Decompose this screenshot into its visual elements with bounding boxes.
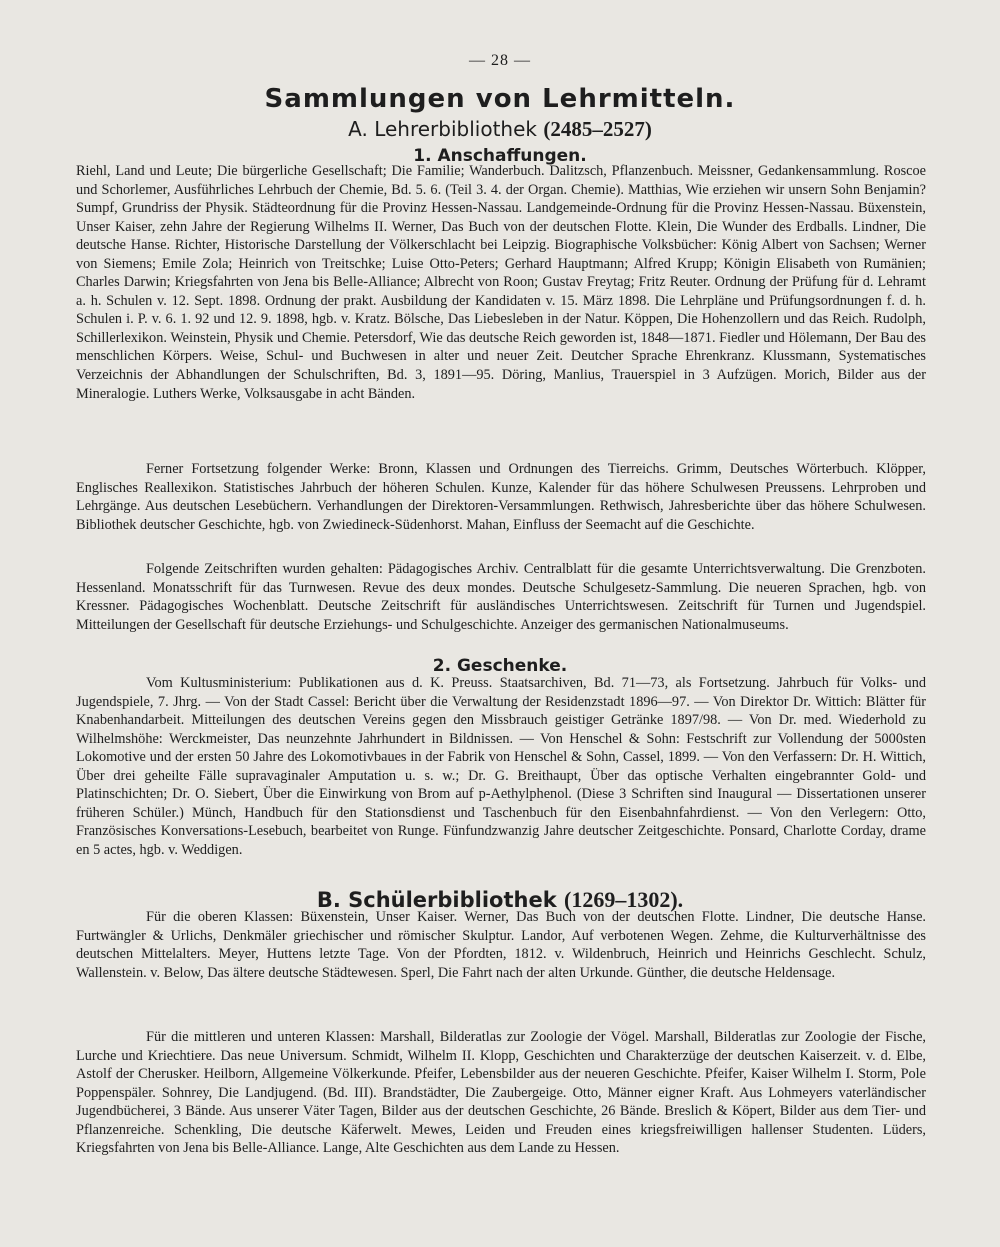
paragraph-lower-classes: Für die mittleren und unteren Klassen: Marshall, Bilderatlas zur Zoologie der Vögel. Marshall, Bilderatlas zur Zoologie der Fische, Lurche und Kriechtiere. Das neue Universum. Schmidt, Wilhelm II. Klopp, Geschichten und Charakterzüge der deutschen Kaiserzeit. v. d. Elbe, Astolf der Cherusker. Heilborn, Allgemeine Völkerkunde. Pfeifer, Lebensbilder aus der neueren Geschichte. Pfeifer, Kaiser Wilhelm I. Storm, Pole Poppenspäler. Sohnrey, Die Landjugend. (Bd. III). Brandstädter, Die Zaubergeige. Otto, Männer eigner Kraft. Aus Lohmeyers vaterländischer Jugendbücherei, 3 Bände. Aus unserer Väter Tagen, Bilder aus der deutschen Geschichte, 26 Bände. Breslich & Köpert, Bilder aus dem Tier- und Pflanzenreiche. Schenkling, Die deutsche Käferwelt. Mewes, Leiden und Freuden eines kriegsfreiwilligen hallenser Studenten. Lüders, Kriegsfahrten von Jena bis Belle-Alliance. Lange, Alte Geschichten aus dem Lande zu Hessen. — [76, 1029, 926, 1157]
section-a-label: A. Lehrerbibliothek — [348, 117, 537, 141]
subsection-1-heading: 1. Anschaffungen. — [413, 146, 587, 166]
paragraph-continuations: Ferner Fortsetzung folgender Werke: Bronn, Klassen und Ordnungen des Tierreichs. Grimm, Deutsches Wörterbuch. Klöpper, Englisches Reallexikon. Statistisches Jahrbuch der höheren Schulen. Kunze, Kalender für das höhere Schulwesen Preussens. Lehrproben und Lehrgänge. Aus deutschen Lesebüchern. Verhandlungen der Direktoren-Versammlungen. Rethwisch, Jahresberichte über das höhere Schulwesen. Bibliothek deutscher Geschichte, hgb. von Zwiedineck-Südenhorst. Mahan, Einfluss der Seemacht auf die Geschichte. — [76, 461, 926, 533]
paragraph-acquisitions: Riehl, Land und Leute; Die bürgerliche Gesellschaft; Die Familie; Wanderbuch. Dalitzsch, Pflanzenbuch. Meissner, Gedankensammlung. Roscoe und Schorlemer, Ausführliches Lehrbuch der Chemie, Bd. 5. 6. (Teil 3. 4. der Organ. Chemie). Matthias, Wie erziehen wir unsern Sohn Benjamin? Sumpf, Grundriss der Physik. Städteordnung für die Provinz Hessen-Nassau. Landgemeinde-Ordnung für die Provinz Hessen-Nassau. Büxenstein, Unser Kaiser, zehn Jahre der Regierung Wilhelms II. Werner, Das Buch von der deutschen Flotte. Klein, Die Wunder des Erdballs. Lindner, Die deutsche Hanse. Richter, Historische Darstellung der Völkerschlacht bei Leipzig. Biographische Volksbücher: König Albert von Sachsen; Werner von Siemens; Emile Zola; Heinrich von Treitschke; Luise Otto-Peters; Gerhard Hauptmann; Alfred Krupp; Königin Elisabeth von Rumänien; Charles Darwin; Kriegsfahrten von Jena bis Belle-Alliance; Albrecht von Roon; Gustav Freytag; Fritz Reuter. Ordnung der Prüfung für d. Lehramt a. h. Schulen v. 12. Sept. 1898. Ordnung der prakt. Ausbildung der Kandidaten v. 15. März 1898. Die Lehrpläne und Prüfungsordnungen f. d. h. Schulen i. P. v. 6. 1. 92 und 12. 9. 1898, hgb. v. Kratz. Bölsche, Das Liebesleben in der Natur. Köppen, Die Hohenzollern und das Reich. Rudolph, Schillerlexikon. Weinstein, Physik und Chemie. Petersdorf, Wie das deutsche Reich geworden ist, 1848—1871. Fiedler und Hölemann, Der Bau des menschlichen Körpers. Weise, Schul- und Buchwesen in alter und neuer Zeit. Deutcher Sprache Ehrenkranz. Klussmann, Systematisches Verzeichnis der Abhandlungen der Schulschriften, Bd. 3, 1891—95. Döring, Manlius, Trauerspiel in 3 Aufzügen. Morich, Bilder aus der Mineralogie. Luthers Werke, Volksausgabe in acht Bänden. — [76, 163, 926, 402]
section-a-range: (2485–2527) — [543, 117, 652, 141]
section-a-heading — [0, 117, 1000, 142]
section-b-range: (1269–1302). — [564, 887, 684, 912]
section-b-label: B. Schülerbibliothek — [316, 888, 557, 912]
page-number: — 28 — — [469, 52, 531, 69]
paragraph-gifts: Vom Kultusministerium: Publikationen aus d. K. Preuss. Staatsarchiven, Bd. 71—73, als Fortsetzung. Jahrbuch für Volks- und Jugendspiele, 7. Jhrg. — Von der Stadt Cassel: Bericht über die Verwaltung der Residenzstadt 1896—97. — Von Direktor Dr. Wittich: Blätter für Knabenhandarbeit. Mitteilungen des deutschen Vereins gegen den Missbrauch geistiger Getränke 1897/98. — Von Dr. med. Wiederhold zu Wilhelmshöhe: Werckmeister, Das neunzehnte Jahrhundert in Bildnissen. — Von Henschel & Sohn: Festschrift zur Vollendung der 5000sten Lokomotive und der ersten 50 Jahre des Lokomotivbaues in der Fabrik von Henschel & Sohn, Cassel, 1899. — Von den Verfassern: Dr. H. Wittich, Über drei geheilte Fälle supravaginaler Amputation u. s. w.; Dr. G. Breithaupt, Über das optische Verhalten eingebrannter Gold- und Platinschichten; Dr. O. Siebert, Über die Einwirkung von Brom auf p-Aethylphenol. (Diese 3 Schriften sind Inaugural — Dissertationen unserer früheren Schüler.) Münch, Handbuch für den Stationsdienst und Taschenbuch für den Eisenbahnfahrdienst. — Von den Verlegern: Otto, Französisches Konversations-Lesebuch, bearbeitet von Runge. Fünfundzwanzig Jahre deutscher Zeitgeschichte. Ponsard, Charlotte Corday, drame en 5 actes, hgb. v. Weddigen. — [76, 675, 926, 858]
paragraph-periodicals: Folgende Zeitschriften wurden gehalten: Pädagogisches Archiv. Centralblatt für die gesamte Unterrichtsverwaltung. Die Grenzboten. Hessenland. Monatsschrift für das Turnwesen. Revue des deux mondes. Deutsche Schulgesetz-Sammlung. Die neueren Sprachen, hgb. von Kressner. Pädagogisches Wochenblatt. Deutsche Zeitschrift für ausländisches Unterrichtswesen. Zeitschrift für Turnen und Jugendspiel. Mitteilungen der Gesellschaft für deutsche Erziehungs- und Schulgeschichte. Anzeiger des germanischen Nationalmuseums. — [76, 561, 926, 633]
paragraph-upper-classes: Für die oberen Klassen: Büxenstein, Unser Kaiser. Werner, Das Buch von der deutschen Flotte. Lindner, Die deutsche Hanse. Furtwängler & Urlichs, Denkmäler griechischer und römischer Skulptur. Landor, Auf verbotenen Wegen. Zehme, die Kulturverhältnisse des deutschen Mittelalters. Meyer, Huttens letzte Tage. Von der Pfordten, 1812. v. Wildenbruch, Heinrich und Heinrichs Geschlecht. Schulz, Wallenstein. v. Below, Das ältere deutsche Städtewesen. Sperl, Die Fahrt nach der alten Urkunde. Günther, die deutsche Heldensage. — [76, 909, 926, 981]
page-title: Sammlungen von Lehrmitteln. — [264, 84, 736, 114]
subsection-2-heading: 2. Geschenke. — [432, 656, 568, 676]
